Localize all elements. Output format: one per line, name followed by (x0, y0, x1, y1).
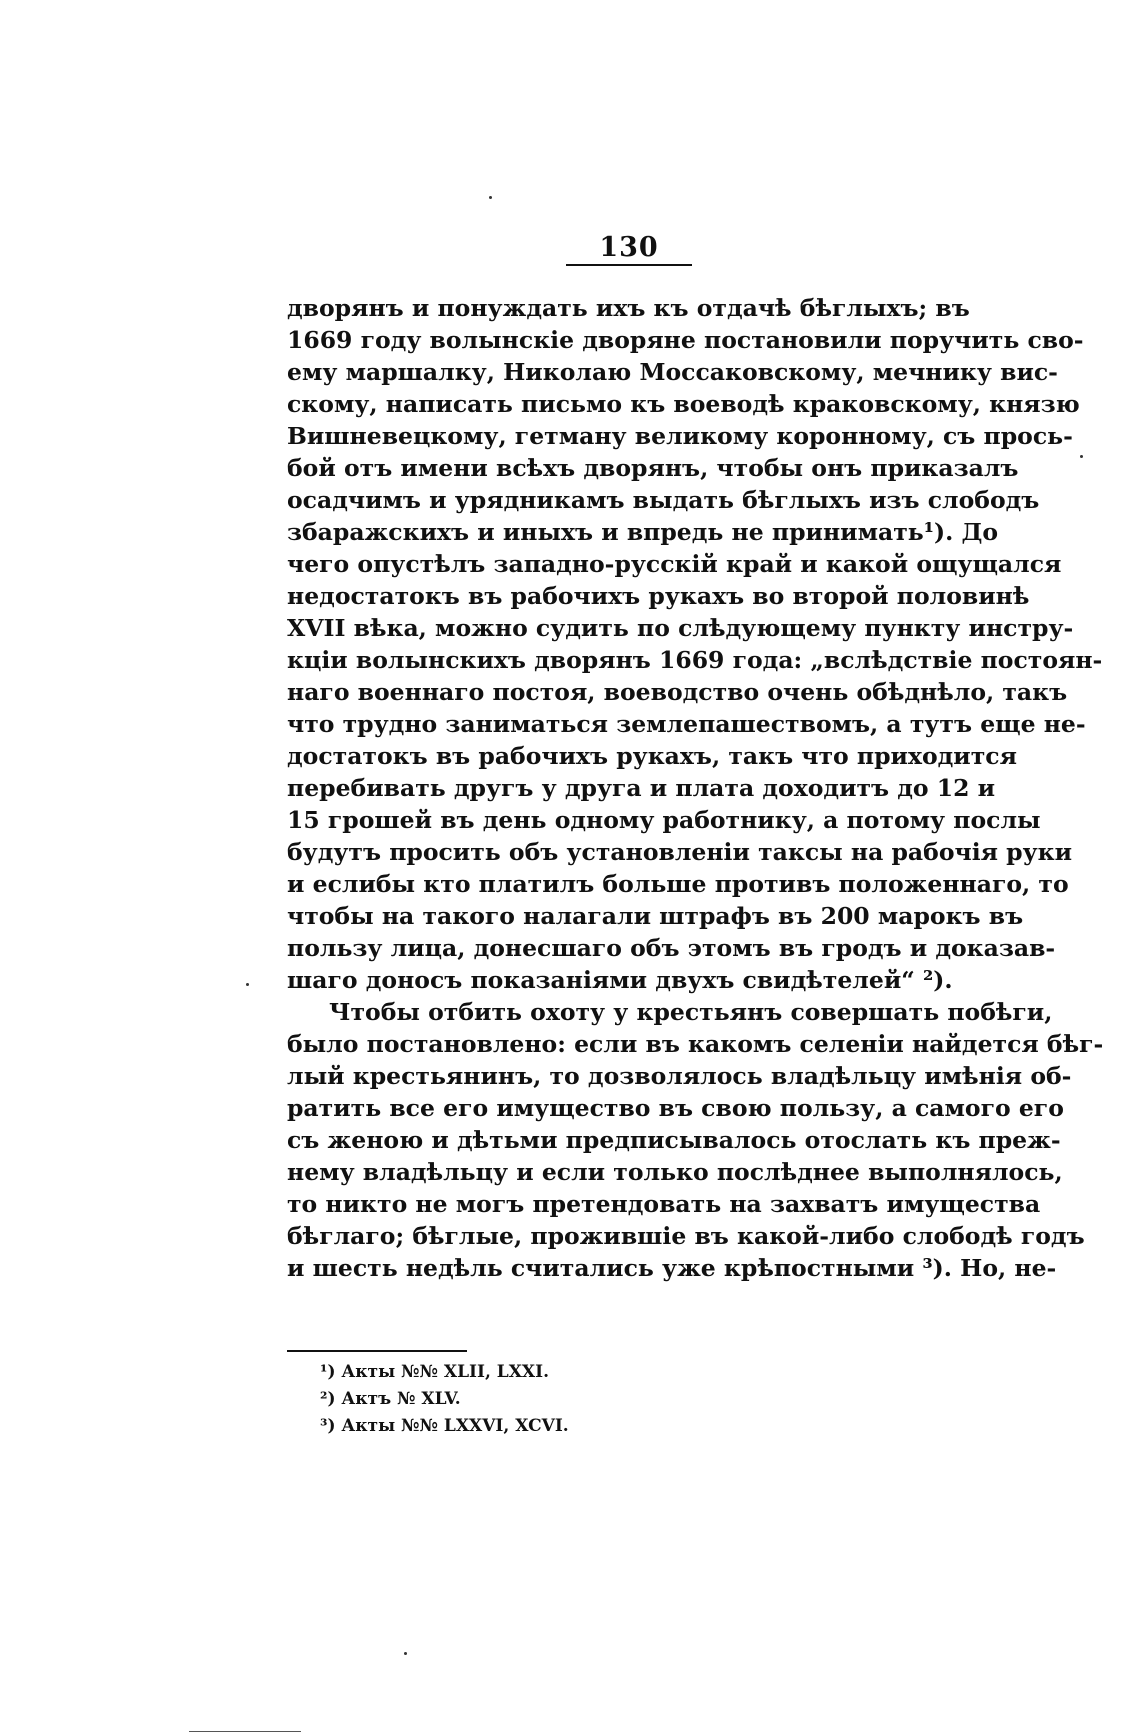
text-line: пользу лица, донесшаго объ этомъ въ гродъ и доказав- (287, 934, 1056, 962)
scan-edge-line (189, 1731, 301, 1732)
text-line: дворянъ и понуждать ихъ къ отдачѣ бѣглыхъ; въ (287, 294, 970, 322)
footnote-separator (287, 1350, 467, 1352)
text-line: скому, написать письмо къ воеводѣ краковскому, князю (287, 390, 1080, 418)
footnote-1: ¹) Акты №№ XLII, LXXI. (320, 1362, 549, 1382)
text-line: чего опустѣлъ западно-русскій край и какой ощущался (287, 550, 1062, 578)
page-number-underline (566, 264, 692, 266)
text-line: збаражскихъ и иныхъ и впредь не принимать¹). До (287, 518, 999, 546)
text-line: 1669 году волынскіе дворяне постановили поручить сво- (287, 326, 1084, 354)
text-line: было постановлено: если въ какомъ селеніи найдется бѣг- (287, 1030, 1104, 1058)
scan-speck (489, 196, 492, 199)
text-line: нему владѣльцу и если только послѣднее выполнялось, (287, 1158, 1063, 1186)
paragraph-1 (287, 292, 1103, 996)
footnote-3: ³) Акты №№ LXXVI, XCVI. (320, 1416, 569, 1436)
footnotes (320, 1359, 820, 1440)
text-line: лый крестьянинъ, то дозволялось владѣльцу имѣнія об- (287, 1062, 1072, 1090)
text-line: бѣглаго; бѣглые, прожившіе въ какой-либо слободѣ годъ (287, 1222, 1085, 1250)
text-line: осадчимъ и урядникамъ выдать бѣглыхъ изъ слободъ (287, 486, 1040, 514)
text-line: ему маршалку, Николаю Моссаковскому, мечнику вис- (287, 358, 1058, 386)
text-line: что трудно заниматься землепашествомъ, а тутъ еще не- (287, 710, 1086, 738)
text-line: достатокъ въ рабочихъ рукахъ, такъ что приходится (287, 742, 1017, 770)
text-line: то никто не могъ претендовать на захватъ имущества (287, 1190, 1041, 1218)
text-line: и шесть недѣль считались уже крѣпостными ³). Но, не- (287, 1254, 1057, 1282)
body-text (287, 292, 1104, 1284)
text-line: шаго доносъ показаніями двухъ свидѣтелей“ ²). (287, 966, 953, 994)
text-line: бой отъ имени всѣхъ дворянъ, чтобы онъ приказалъ (287, 454, 1019, 482)
text-line: XVII вѣка, можно судить по слѣдующему пункту инстру- (287, 614, 1074, 642)
text-line: чтобы на такого налагали штрафъ въ 200 марокъ въ (287, 902, 1024, 930)
text-line: Чтобы отбить охоту у крестьянъ совершать побѣги, (329, 998, 1053, 1026)
text-line: наго военнаго постоя, воеводство очень обѣднѣло, такъ (287, 678, 1068, 706)
paragraph-2 (287, 996, 1104, 1284)
text-line: недостатокъ въ рабочихъ рукахъ во второй половинѣ (287, 582, 1030, 610)
scan-speck (1080, 455, 1083, 458)
scan-speck (246, 983, 249, 986)
text-line: съ женою и дѣтьми предписывалось отослать къ преж- (287, 1126, 1061, 1154)
text-line: и еслибы кто платилъ больше противъ положеннаго, то (287, 870, 1069, 898)
scan-speck (404, 1652, 407, 1655)
text-line: 15 грошей въ день одному работнику, а потому послы (287, 806, 1041, 834)
text-line: Вишневецкому, гетману великому коронному, съ прось- (287, 422, 1073, 450)
footnote-2: ²) Актъ № XLV. (320, 1389, 461, 1409)
text-line: ратить все его имущество въ свою пользу, а самого его (287, 1094, 1064, 1122)
text-line: перебивать другъ у друга и плата доходитъ до 12 и (287, 774, 996, 802)
page-number: 130 (599, 232, 659, 263)
text-line: будутъ просить объ установленіи таксы на рабочія руки (287, 838, 1073, 866)
text-line: кціи волынскихъ дворянъ 1669 года: „вслѣдствіе постоян- (287, 646, 1103, 674)
